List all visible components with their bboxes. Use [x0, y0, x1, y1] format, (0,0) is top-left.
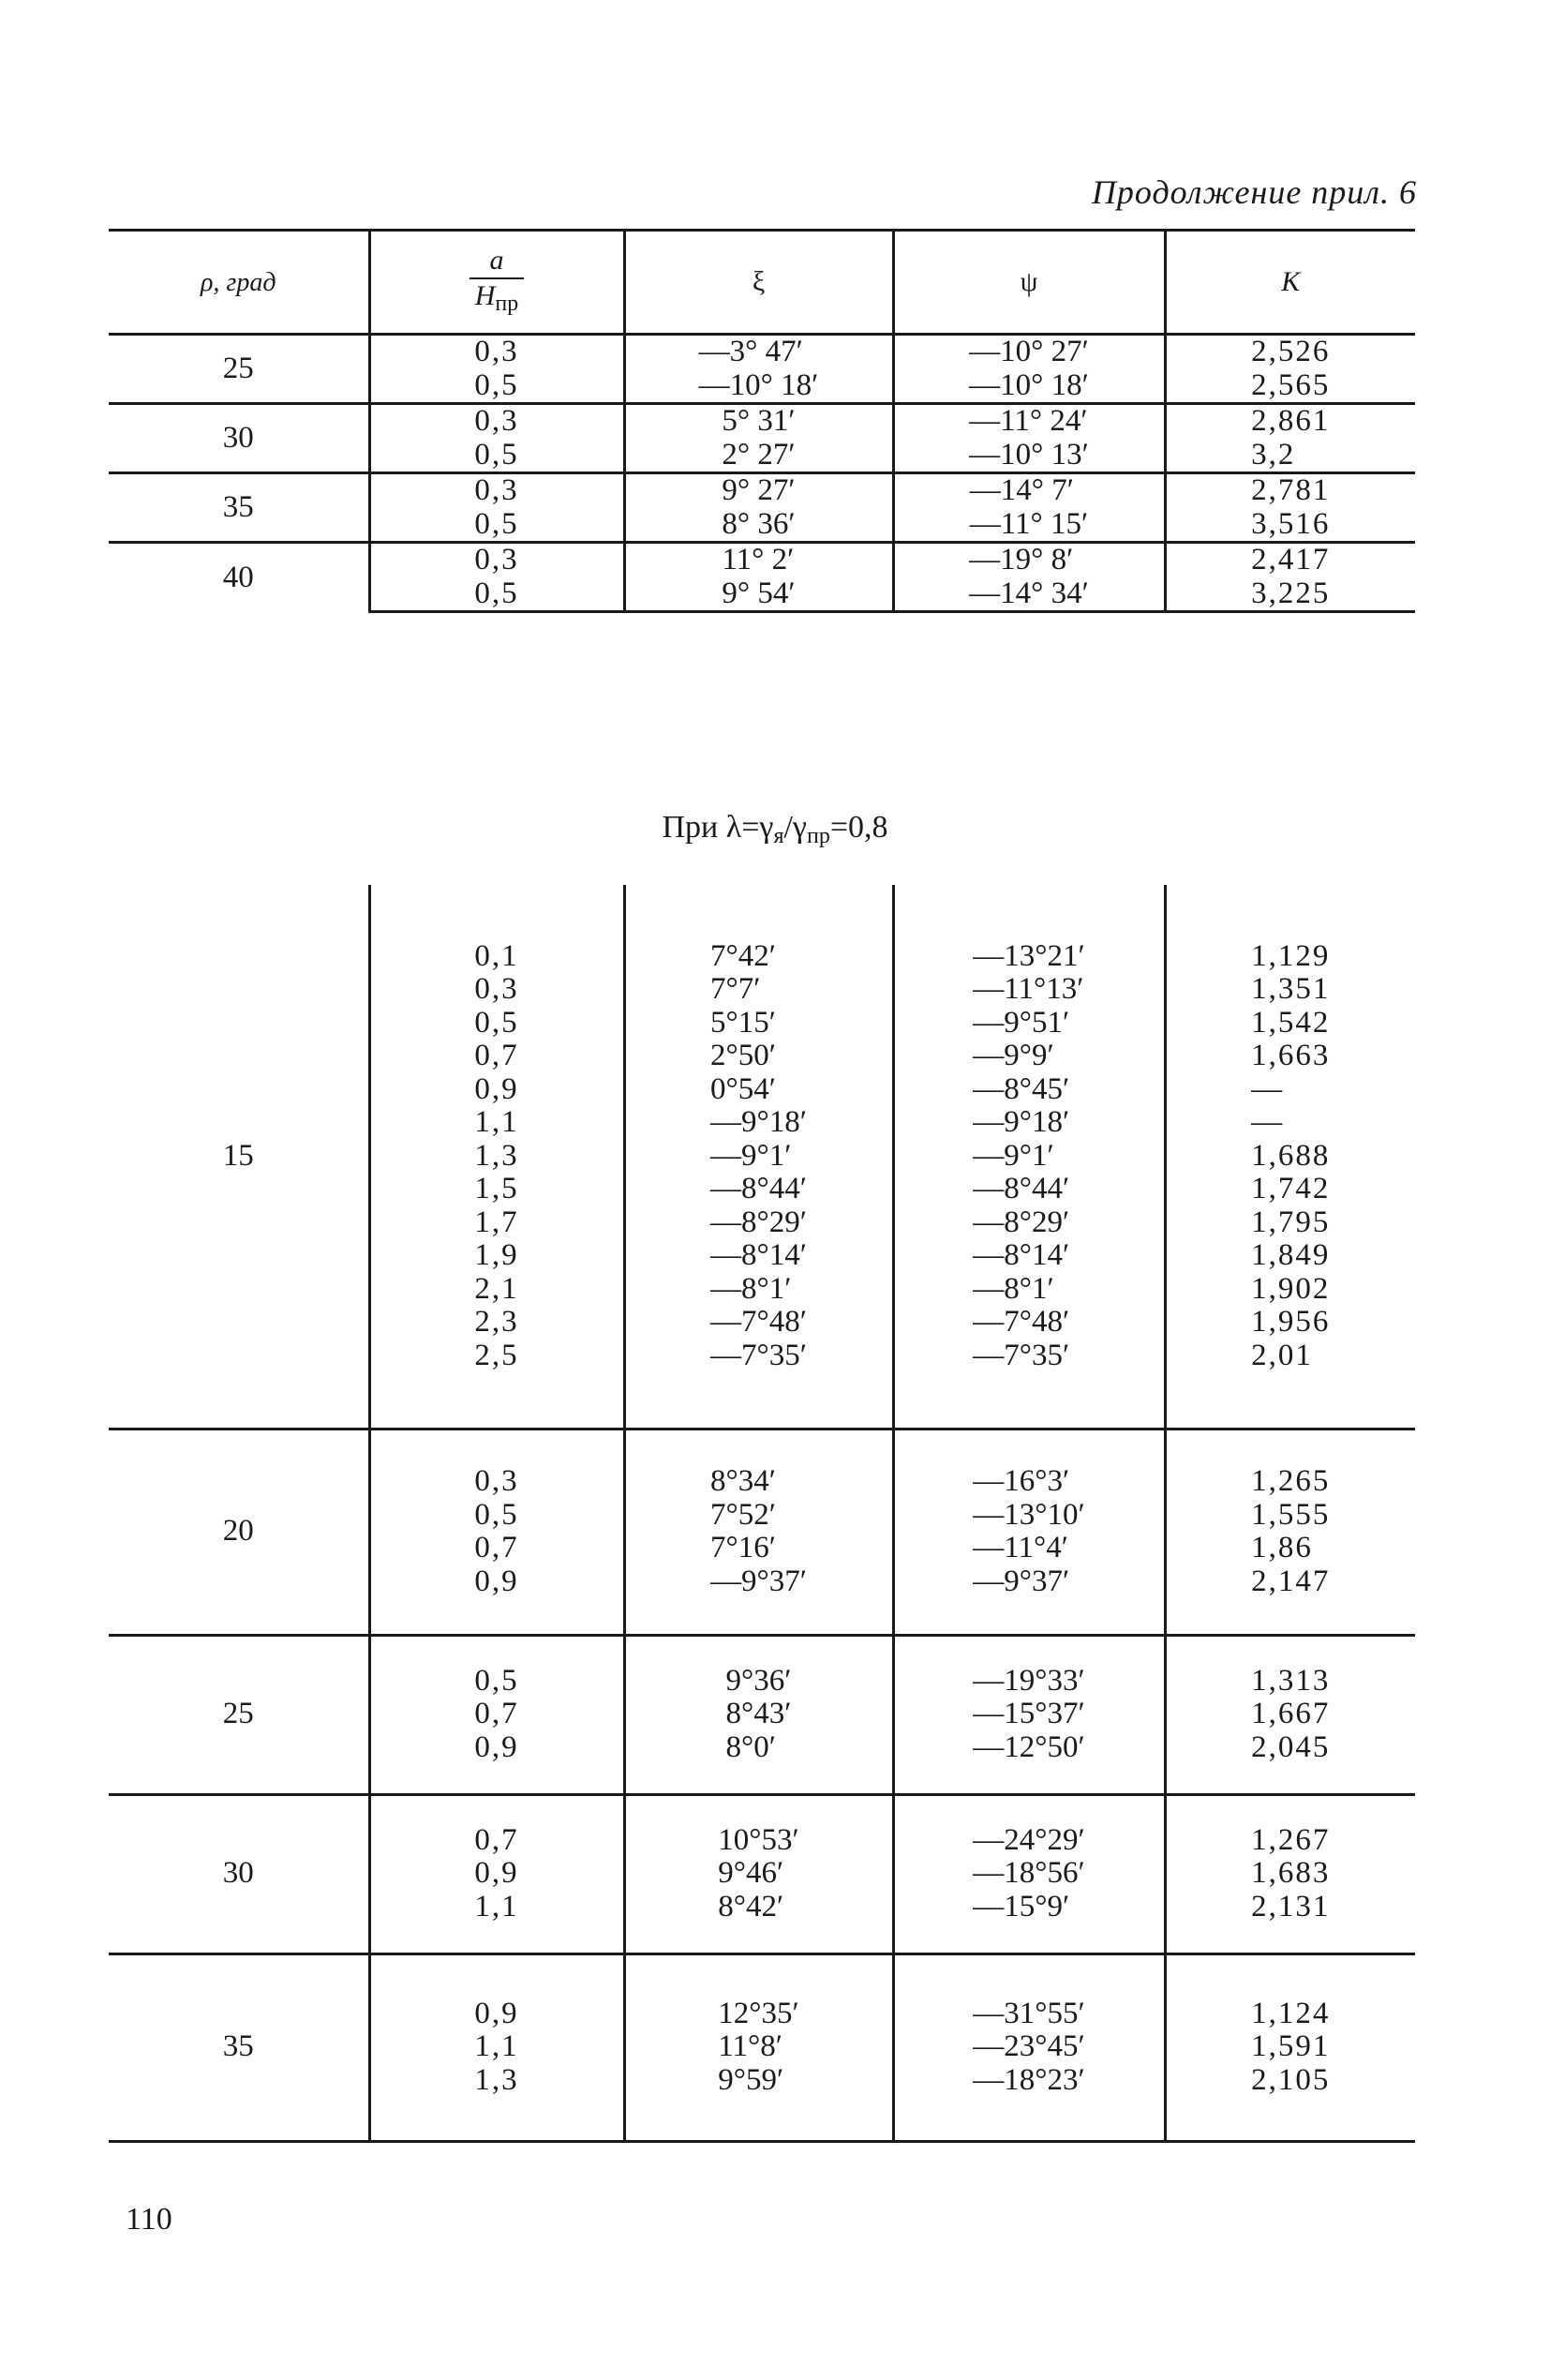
ratio-value: 0,1 — [474, 938, 519, 973]
k-value: 1,313 — [1251, 1663, 1331, 1698]
psi-value: —11° 24′ — [969, 404, 1088, 438]
xi-value: 8°34′ — [710, 1464, 776, 1498]
k-value: 1,683 — [1251, 1856, 1331, 1891]
k-value: — — [1251, 1105, 1285, 1139]
condition-label: При $\lambda=\gamma_я/\gamma_{пр}=0,8$ — [662, 810, 888, 848]
xi-value: —10° 18′ — [698, 367, 819, 402]
psi-value: —14° 7′ — [969, 473, 1074, 507]
xi-value: 2° 27′ — [722, 437, 796, 472]
xi-value: 5°15′ — [710, 1005, 776, 1040]
ratio-value: 1,1 — [474, 1105, 519, 1139]
psi-value: —8°45′ — [973, 1071, 1070, 1106]
k-value: 2,781 — [1251, 473, 1331, 507]
cell-rho: 40 — [222, 560, 254, 594]
xi-value: 5° 31′ — [722, 404, 796, 438]
cell-rho: 35 — [109, 1953, 369, 2141]
cell-rho: 25 — [109, 1635, 369, 1794]
cell-rho: 30 — [109, 404, 369, 473]
table-row — [109, 1635, 1415, 1794]
cell-ratio — [369, 404, 624, 473]
xi-value: 9°59′ — [718, 2062, 784, 2097]
xi-value: 7°52′ — [710, 1497, 776, 1532]
xi-value: —7°35′ — [710, 1338, 807, 1372]
psi-value: —9°51′ — [973, 1005, 1070, 1040]
psi-value: —24°29′ — [973, 1822, 1085, 1857]
xi-value: —9°18′ — [710, 1105, 807, 1139]
cell-xi — [624, 335, 893, 404]
ratio-value: 1,3 — [474, 1138, 519, 1173]
cell-ratio — [369, 1635, 624, 1794]
xi-value: —7°48′ — [710, 1305, 807, 1339]
cell-psi — [893, 404, 1165, 473]
table-row — [109, 1429, 1415, 1635]
k-value: 1,956 — [1251, 1305, 1331, 1339]
k-value: — — [1251, 1071, 1285, 1106]
xi-value: 7°16′ — [710, 1531, 776, 1564]
ratio-value: 0,7 — [474, 1039, 519, 1072]
cell-xi — [624, 543, 893, 612]
ratio-value: 2,5 — [474, 1338, 519, 1372]
cell-k — [1165, 1953, 1415, 2141]
cell-ratio — [369, 885, 624, 1429]
k-value: 1,742 — [1251, 1172, 1331, 1205]
psi-value: —8°29′ — [973, 1205, 1070, 1239]
psi-value: —16°3′ — [973, 1464, 1070, 1498]
cell-xi — [624, 473, 893, 543]
ratio-value: 0,9 — [474, 1996, 519, 2030]
ratio-value: 0,7 — [474, 1697, 519, 1731]
cell-xi — [624, 1794, 893, 1953]
ratio-value: 0,3 — [474, 404, 519, 438]
ratio-value: 1,1 — [474, 2029, 519, 2064]
psi-value: —18°56′ — [973, 1856, 1085, 1891]
column-header-ratio — [369, 231, 624, 335]
psi-value: —23°45′ — [973, 2029, 1085, 2064]
xi-value: 11° 2′ — [722, 543, 795, 576]
psi-value: —12°50′ — [973, 1729, 1085, 1764]
psi-value: —13°10′ — [973, 1497, 1085, 1532]
table-part2 — [109, 885, 1415, 2143]
cell-psi — [893, 1635, 1165, 1794]
page-number: 110 — [126, 2202, 172, 2237]
psi-value: —7°48′ — [973, 1305, 1070, 1339]
ratio-value: 0,9 — [474, 1729, 519, 1764]
table-row — [109, 885, 1415, 1429]
ratio-fraction: $\frac{a}{H_{пр}}$ — [469, 244, 525, 321]
cell-ratio — [369, 473, 624, 543]
psi-value: —10° 13′ — [969, 437, 1089, 472]
cell-k — [1165, 1794, 1415, 1953]
column-header-psi: ψ — [893, 231, 1165, 335]
k-value: 2,526 — [1251, 335, 1331, 368]
psi-value: —11°13′ — [973, 972, 1084, 1006]
xi-value: —8°1′ — [710, 1271, 792, 1306]
psi-value: —8°14′ — [973, 1238, 1070, 1272]
ratio-value: 2,3 — [474, 1305, 519, 1339]
k-value: 3,225 — [1251, 576, 1331, 610]
xi-value: 9° 54′ — [722, 576, 796, 610]
column-header-k: K — [1165, 231, 1415, 335]
cell-xi — [624, 404, 893, 473]
xi-value: 2°50′ — [710, 1039, 776, 1072]
k-value: 1,267 — [1251, 1822, 1331, 1857]
k-value: 1,555 — [1251, 1497, 1331, 1532]
ratio-value: 0,9 — [474, 1564, 519, 1598]
psi-value: —8°1′ — [973, 1271, 1054, 1306]
xi-value: 9° 27′ — [722, 473, 796, 507]
part2-body — [109, 885, 1415, 2141]
k-value: 1,902 — [1251, 1271, 1331, 1306]
cell-xi — [624, 1635, 893, 1794]
xi-value: 10°53′ — [718, 1822, 799, 1857]
k-value: 1,591 — [1251, 2029, 1331, 2064]
psi-value: —31°55′ — [973, 1996, 1085, 2030]
xi-value: 11°8′ — [718, 2029, 782, 2064]
ratio-value: 0,5 — [474, 1497, 519, 1532]
cell-k — [1165, 1429, 1415, 1635]
cell-psi — [893, 1429, 1165, 1635]
table-row — [109, 404, 1415, 473]
xi-value: 8°0′ — [725, 1729, 776, 1764]
xi-value: 8° 36′ — [722, 506, 796, 541]
psi-value: —18°23′ — [973, 2062, 1085, 2097]
ratio-value: 0,5 — [474, 437, 519, 472]
cell-k — [1165, 335, 1415, 404]
xi-value: 8°43′ — [725, 1697, 792, 1731]
cell-rho: 30 — [109, 1794, 369, 1953]
ratio-value: 0,9 — [474, 1071, 519, 1106]
psi-value: —13°21′ — [973, 938, 1085, 973]
k-value: 1,265 — [1251, 1464, 1331, 1498]
cell-xi — [624, 885, 893, 1429]
table-row — [109, 335, 1415, 404]
xi-value: 8°42′ — [718, 1889, 784, 1923]
k-value: 2,417 — [1251, 543, 1331, 576]
psi-value: —11° 15′ — [969, 506, 1089, 541]
psi-value: —9°9′ — [973, 1039, 1054, 1072]
psi-value: —9°18′ — [973, 1105, 1070, 1139]
xi-value: —3° 47′ — [698, 335, 803, 368]
xi-value: 9°36′ — [725, 1663, 792, 1698]
ratio-value: 0,3 — [474, 543, 519, 576]
cell-psi — [893, 473, 1165, 543]
k-value: 1,849 — [1251, 1238, 1331, 1272]
cell-psi — [893, 885, 1165, 1429]
ratio-value: 1,1 — [474, 1889, 519, 1923]
column-header-rho: ρ, град — [109, 231, 369, 335]
k-value: 2,565 — [1251, 367, 1331, 402]
ratio-value: 0,5 — [474, 1663, 519, 1698]
k-value: 2,861 — [1251, 404, 1331, 438]
psi-value: —10° 18′ — [969, 367, 1089, 402]
ratio-value: 1,3 — [474, 2062, 519, 2097]
ratio-value: 0,5 — [474, 367, 519, 402]
psi-value: —11°4′ — [973, 1531, 1068, 1564]
column-header-xi: ξ — [624, 231, 893, 335]
xi-value: —9°1′ — [710, 1138, 792, 1173]
cell-psi — [893, 1953, 1165, 2141]
ratio-value: 0,9 — [474, 1856, 519, 1891]
ratio-value: 0,5 — [474, 576, 519, 610]
table-row — [109, 543, 1415, 612]
xi-value: —8°44′ — [710, 1172, 807, 1205]
xi-value: —9°37′ — [710, 1564, 807, 1598]
psi-value: —7°35′ — [973, 1338, 1070, 1372]
ratio-value: 0,7 — [474, 1531, 519, 1564]
cell-ratio — [369, 543, 624, 612]
ratio-value: 1,5 — [474, 1172, 519, 1205]
ratio-value: 0,3 — [474, 1464, 519, 1498]
psi-value: —9°37′ — [973, 1564, 1070, 1598]
header-row — [109, 231, 1415, 335]
xi-value: —8°29′ — [710, 1205, 807, 1239]
xi-value: 7°42′ — [710, 938, 776, 973]
k-value: 1,663 — [1251, 1039, 1331, 1072]
psi-value: —19° 8′ — [969, 543, 1074, 576]
ratio-value: 0,7 — [474, 1822, 519, 1857]
k-value: 1,129 — [1251, 938, 1331, 973]
k-value: 3,516 — [1251, 506, 1331, 541]
k-value: 1,688 — [1251, 1138, 1331, 1173]
cell-k — [1165, 885, 1415, 1429]
k-value: 1,351 — [1251, 972, 1331, 1006]
table-row — [109, 1794, 1415, 1953]
table-row — [109, 473, 1415, 543]
k-value: 2,01 — [1251, 1338, 1313, 1372]
k-value: 2,147 — [1251, 1564, 1331, 1598]
cell-k — [1165, 1635, 1415, 1794]
ratio-value: 0,3 — [474, 972, 519, 1006]
ratio-value: 0,3 — [474, 473, 519, 507]
cell-ratio — [369, 335, 624, 404]
cell-psi — [893, 1794, 1165, 1953]
psi-value: —14° 34′ — [969, 576, 1089, 610]
cell-psi — [893, 543, 1165, 612]
ratio-value: 1,7 — [474, 1205, 519, 1239]
xi-value: —8°14′ — [710, 1238, 807, 1272]
cell-k — [1165, 473, 1415, 543]
table-row — [109, 1953, 1415, 2141]
ratio-value: 0,5 — [474, 506, 519, 541]
cell-k — [1165, 543, 1415, 612]
part1-body — [109, 335, 1415, 612]
cell-rho: 25 — [109, 335, 369, 404]
k-value: 2,131 — [1251, 1889, 1331, 1923]
psi-value: —15°37′ — [973, 1697, 1085, 1731]
psi-value: —19°33′ — [973, 1663, 1085, 1698]
ratio-value: 0,3 — [474, 335, 519, 368]
cell-xi — [624, 1429, 893, 1635]
cell-ratio — [369, 1429, 624, 1635]
k-value: 1,667 — [1251, 1697, 1331, 1731]
cell-rho: 15 — [109, 885, 369, 1429]
ratio-value: 2,1 — [474, 1271, 519, 1306]
xi-value: 12°35′ — [718, 1996, 799, 2030]
xi-value: 9°46′ — [718, 1856, 784, 1891]
cell-rho: 35 — [109, 473, 369, 543]
k-value: 2,045 — [1251, 1729, 1331, 1764]
cell-rho: 20 — [109, 1429, 369, 1635]
k-value: 1,124 — [1251, 1996, 1331, 2030]
cell-xi — [624, 1953, 893, 2141]
cell-psi — [893, 335, 1165, 404]
k-value: 1,86 — [1251, 1531, 1313, 1564]
psi-value: —8°44′ — [973, 1172, 1070, 1205]
k-value: 3,2 — [1251, 437, 1296, 472]
k-value: 1,795 — [1251, 1205, 1331, 1239]
k-value: 1,542 — [1251, 1005, 1331, 1040]
ratio-value: 1,9 — [474, 1238, 519, 1272]
continuation-label: Продолжение прил. 6 — [1091, 173, 1417, 211]
cell-ratio — [369, 1794, 624, 1953]
table-part1 — [109, 229, 1415, 613]
psi-value: —9°1′ — [973, 1138, 1054, 1173]
cell-ratio — [369, 1953, 624, 2141]
xi-value: 0°54′ — [710, 1071, 776, 1106]
psi-value: —10° 27′ — [969, 335, 1089, 368]
psi-value: —15°9′ — [973, 1889, 1070, 1923]
ratio-value: 0,5 — [474, 1005, 519, 1040]
cell-k — [1165, 404, 1415, 473]
k-value: 2,105 — [1251, 2062, 1331, 2097]
xi-value: 7°7′ — [710, 972, 761, 1006]
